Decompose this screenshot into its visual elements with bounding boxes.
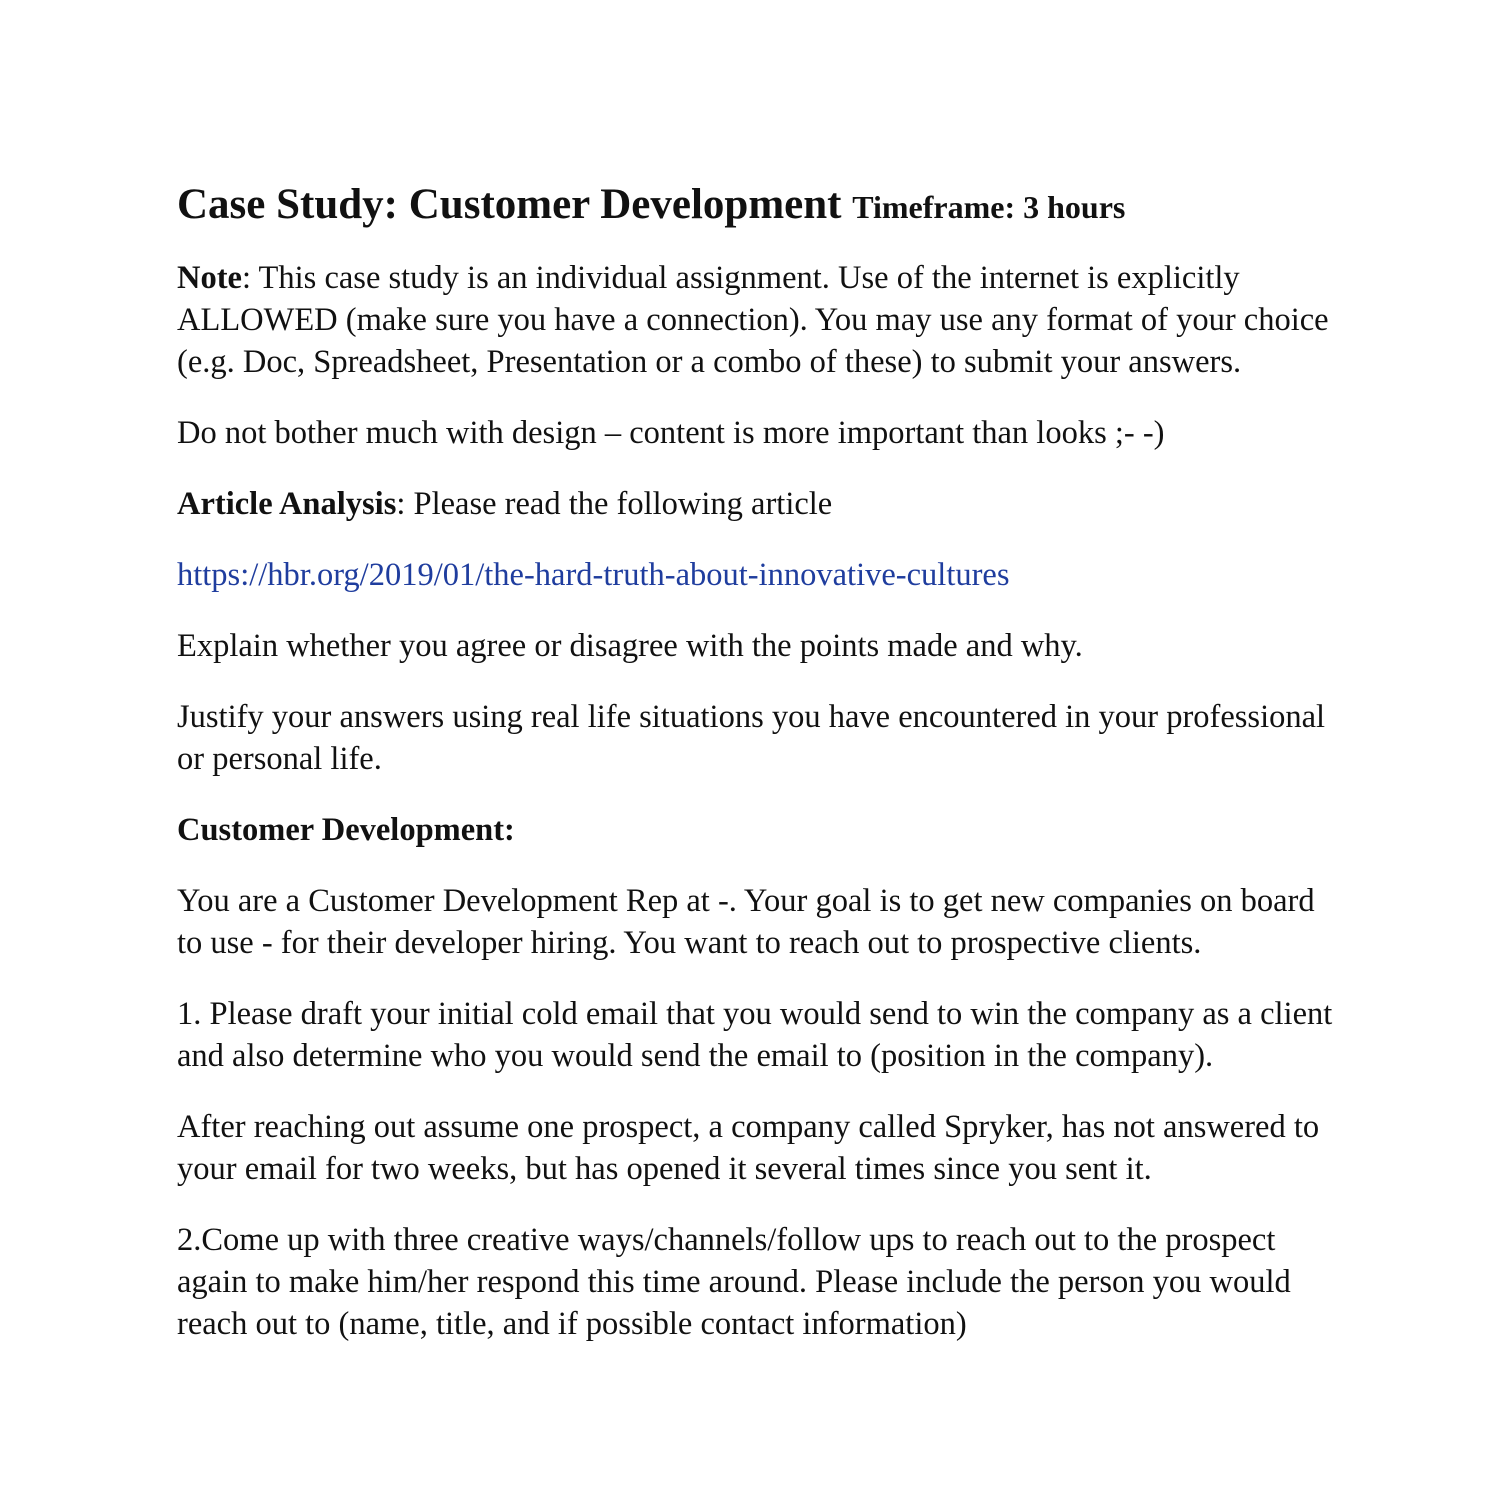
task-1-paragraph: 1. Please draft your initial cold email that you would send to win the company as a client and also determine who you would send the email to (position in the company). — [177, 996, 1333, 1074]
customer-development-heading: Customer Development: — [177, 812, 515, 848]
scenario-paragraph: After reaching out assume one prospect, a company called Spryker, has not answered to your email for two weeks, but has opened it several times since you sent it. — [177, 1109, 1320, 1187]
article-link[interactable]: https://hbr.org/2019/01/the-hard-truth-about-innovative-cultures — [177, 557, 1010, 593]
document-title — [177, 176, 1337, 236]
document-page — [177, 176, 1337, 1374]
article-analysis-label: Article Analysis — [177, 486, 397, 522]
note-text: : This case study is an individual assignment. Use of the internet is explicitly ALLOWED (make sure you have a connection). You may use any format of your choice (e.g. Doc, Spreadsheet, Presentation or a combo of these) to submit your answers. — [177, 260, 1329, 380]
timeframe-label: Timeframe: 3 hours — [852, 189, 1126, 225]
customer-development-intro: You are a Customer Development Rep at -. Your goal is to get new companies on board to use - for their developer hiring. You want to reach out to prospective clients. — [177, 883, 1315, 961]
title-main: Case Study: Customer Development — [177, 181, 842, 228]
design-note-paragraph: Do not bother much with design – content is more important than looks ;- -) — [177, 415, 1165, 451]
article-analysis-text: : Please read the following article — [396, 486, 833, 522]
note-label: Note — [177, 260, 242, 296]
task-2-paragraph: 2.Come up with three creative ways/channels/follow ups to reach out to the prospect again to make him/her respond this time around. Please include the person you would reach out to (name, title, and if possible contact information) — [177, 1222, 1291, 1342]
article-analysis-paragraph — [177, 483, 1337, 525]
justify-paragraph: Justify your answers using real life situations you have encountered in your professional or personal life. — [177, 699, 1326, 777]
note-paragraph — [177, 257, 1337, 383]
article-link-paragraph — [177, 554, 1337, 596]
customer-development-heading-paragraph — [177, 809, 1337, 851]
explain-paragraph: Explain whether you agree or disagree with the points made and why. — [177, 628, 1083, 664]
